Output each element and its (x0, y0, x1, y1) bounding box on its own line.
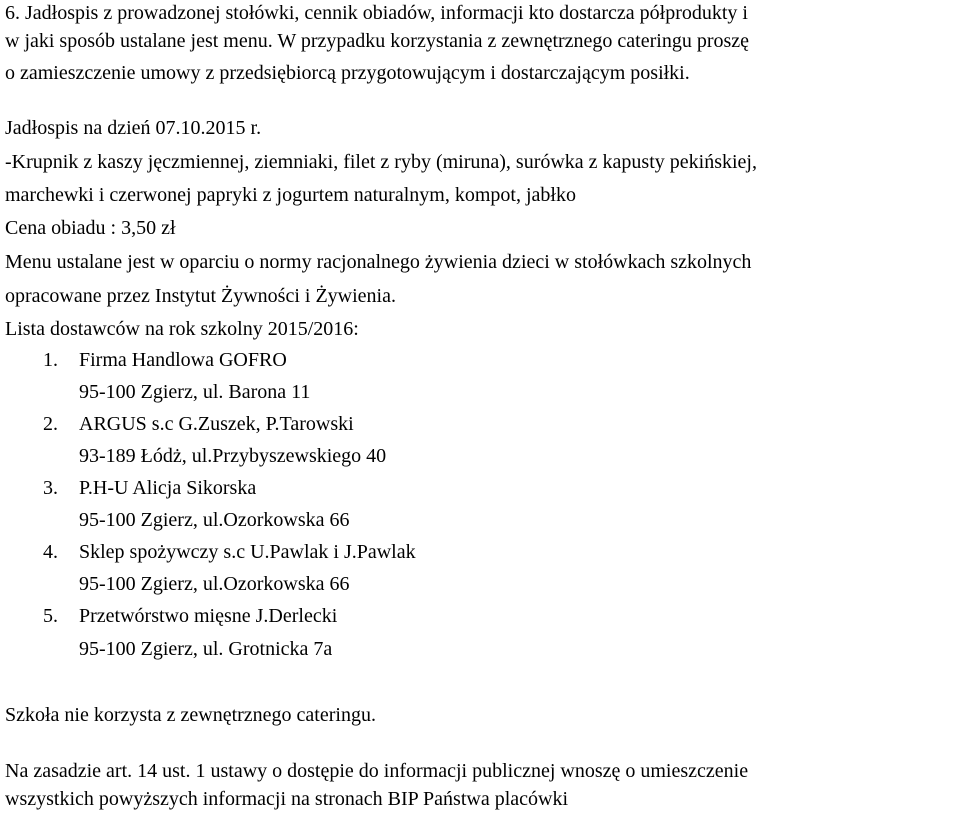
supplier-name: Firma Handlowa GOFRO (79, 349, 287, 371)
supplier-item (43, 604, 337, 628)
question-line-1: 6. Jadłospis z prowadzonej stołówki, cennik obiadów, informacji kto dostarcza półprodukty i (5, 2, 748, 24)
supplier-name: P.H-U Alicja Sikorska (79, 477, 257, 499)
supplier-address: 95-100 Zgierz, ul.Ozorkowska 66 (79, 573, 350, 595)
supplier-item (43, 540, 416, 564)
supplier-number: 2. (43, 413, 58, 435)
supplier-name: Sklep spożywczy s.c U.Pawlak i J.Pawlak (79, 541, 416, 563)
supplier-address: 95-100 Zgierz, ul. Barona 11 (79, 381, 311, 403)
menu-date-line: Jadłospis na dzień 07.10.2015 r. (5, 117, 262, 139)
supplier-number: 5. (43, 605, 58, 627)
supplier-number: 1. (43, 349, 58, 371)
supplier-item (43, 412, 354, 436)
question-line-3: o zamieszczenie umowy z przedsiębiorcą przygotowującym i dostarczającym posiłki. (5, 62, 690, 84)
supplier-item (43, 348, 287, 372)
suppliers-heading: Lista dostawców na rok szkolny 2015/2016: (5, 318, 359, 340)
menu-dish-line-2: marchewki i czerwonej papryki z jogurtem naturalnym, kompot, jabłko (5, 184, 576, 206)
menu-price-line: Cena obiadu : 3,50 zł (5, 217, 176, 239)
supplier-item (43, 476, 256, 500)
supplier-name: Przetwórstwo mięsne J.Derlecki (79, 605, 338, 627)
legal-note-line-1: Na zasadzie art. 14 ust. 1 ustawy o dostępie do informacji publicznej wnoszę o umieszczenie (5, 760, 749, 782)
supplier-address: 93-189 Łódż, ul.Przybyszewskiego 40 (79, 445, 387, 467)
supplier-name: ARGUS s.c G.Zuszek, P.Tarowski (79, 413, 354, 435)
supplier-number: 4. (43, 541, 58, 563)
legal-note-line-2: wszystkich powyższych informacji na stronach BIP Państwa placówki (5, 788, 569, 810)
question-line-2: w jaki sposób ustalane jest menu. W przypadku korzystania z zewnętrznego cateringu proszę (5, 30, 750, 52)
menu-basis-line-2: opracowane przez Instytut Żywności i Żywienia. (5, 285, 396, 307)
supplier-address: 95-100 Zgierz, ul. Grotnicka 7a (79, 638, 333, 660)
supplier-address: 95-100 Zgierz, ul.Ozorkowska 66 (79, 509, 350, 531)
menu-basis-line-1: Menu ustalane jest w oparciu o normy racjonalnego żywienia dzieci w stołówkach szkolnych (5, 251, 752, 273)
supplier-number: 3. (43, 477, 58, 499)
catering-note: Szkoła nie korzysta z zewnętrznego cateringu. (5, 704, 376, 726)
menu-dish-line-1: -Krupnik z kaszy jęczmiennej, ziemniaki, filet z ryby (miruna), surówka z kapusty pekińskiej, (5, 151, 757, 173)
